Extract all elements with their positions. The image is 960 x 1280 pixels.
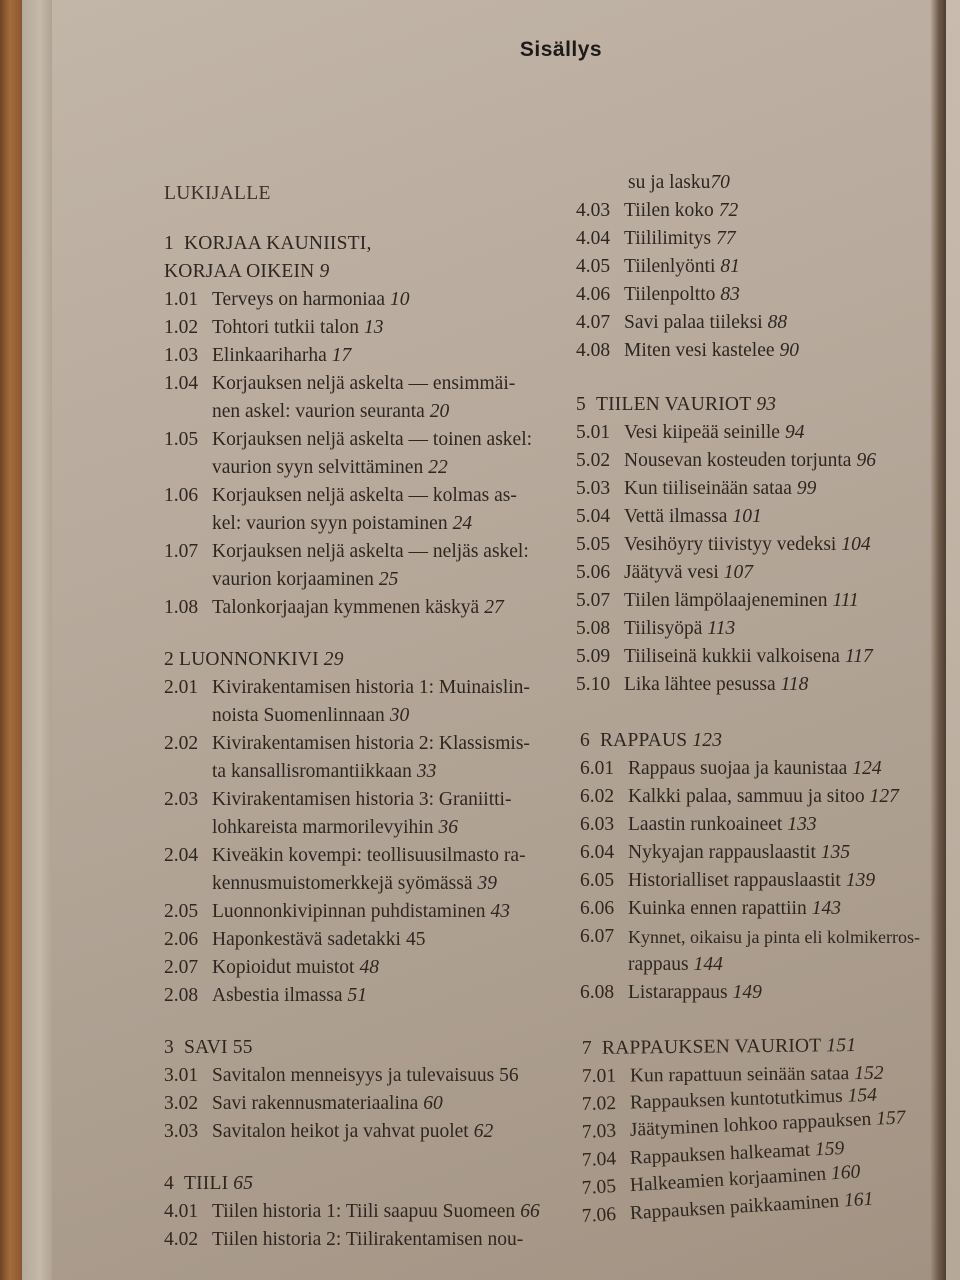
toc-entry-5-07 xyxy=(576,587,926,615)
toc-entry-1-03 xyxy=(164,342,564,370)
entry-page-number: 101 xyxy=(732,506,762,527)
entry-page-number: 45 xyxy=(405,929,426,950)
toc-entry-6-08 xyxy=(580,979,926,1007)
entry-number: 2.06 xyxy=(164,929,199,950)
front-matter-lukijalle: LUKIJALLE xyxy=(164,183,271,204)
toc-entry-4-04 xyxy=(576,225,926,253)
entry-number: 5.06 xyxy=(576,562,611,583)
toc-entry-2-06 xyxy=(164,926,564,954)
entry-page-number: 124 xyxy=(852,758,882,779)
toc-entry-5-10 xyxy=(576,671,926,699)
toc-entry-5-06 xyxy=(576,559,926,587)
entry-page-number: 90 xyxy=(779,340,800,361)
entry-title: Tiilen historia 2: Tiilirakentamisen nou- xyxy=(212,1229,524,1250)
entry-title: Listarappaus xyxy=(628,982,728,1003)
chapter-page-number: 151 xyxy=(826,1035,857,1057)
entry-page-number: 111 xyxy=(832,590,859,611)
entry-title-line-2: vaurion korjaaminen xyxy=(212,569,374,590)
chapter-page-number: 123 xyxy=(692,730,723,751)
entry-page-number: 33 xyxy=(416,761,437,782)
chapter-heading-5 xyxy=(576,391,926,419)
entry-title: Tiilenpoltto xyxy=(624,284,716,305)
entry-number: 3.01 xyxy=(164,1065,199,1086)
page-edge xyxy=(22,0,53,1280)
entry-number: 4.05 xyxy=(576,256,611,277)
entry-title: Rappauksen paikkaaminen xyxy=(629,1190,840,1225)
entry-page-number: 96 xyxy=(856,450,876,471)
entry-number: 4.06 xyxy=(576,284,611,305)
entry-title-continuation: su ja lasku xyxy=(628,172,711,193)
entry-title: Jäätyminen lohkoo rappauksen xyxy=(629,1108,872,1141)
entry-title: Tiiliseinä kukkii valkoisena xyxy=(624,646,840,667)
toc-entry-5-03 xyxy=(576,475,926,503)
entry-number: 5.04 xyxy=(576,506,611,527)
entry-number: 1.04 xyxy=(164,373,199,394)
toc-entry-2-01 xyxy=(164,674,564,730)
entry-page-number: 113 xyxy=(707,618,736,639)
entry-title: Kuinka ennen rapattiin xyxy=(628,898,807,919)
entry-number: 5.05 xyxy=(576,534,611,555)
toc-entry-4-03 xyxy=(576,197,926,225)
toc-entry-6-04 xyxy=(580,839,926,867)
toc-entry-4-02-continuation xyxy=(576,169,926,197)
toc-left-column xyxy=(164,180,564,1254)
entry-page-number: 118 xyxy=(780,674,809,695)
toc-entry-2-05 xyxy=(164,898,564,926)
entry-number: 6.05 xyxy=(580,870,615,891)
entry-number: 4.08 xyxy=(576,340,611,361)
entry-page-number: 51 xyxy=(347,985,368,1006)
entry-page-number: 94 xyxy=(784,422,805,443)
entry-title-line-2: ta kansallisromantiikkaan xyxy=(212,761,412,782)
entry-number: 4.02 xyxy=(164,1229,199,1250)
entry-number: 2.08 xyxy=(164,985,199,1006)
entry-title: Nykyajan rappauslaastit xyxy=(628,842,816,863)
entry-title: Talonkorjaajan kymmenen käskyä xyxy=(212,597,480,618)
toc-entry-4-07 xyxy=(576,309,926,337)
entry-page-number: 107 xyxy=(723,562,754,583)
chapter-number: 7 xyxy=(581,1037,593,1059)
entry-title-line-1: Kivirakentamisen historia 1: Muinaislin- xyxy=(212,677,530,698)
entry-title: Vettä ilmassa xyxy=(624,506,728,527)
entry-title: Tiilisyöpä xyxy=(624,618,703,639)
entry-page-number: 22 xyxy=(428,457,448,478)
entry-number: 3.02 xyxy=(164,1093,199,1114)
entry-title-line-2: kel: vaurion syyn poistaminen xyxy=(212,513,448,534)
toc-entry-6-02 xyxy=(580,783,926,811)
entry-title: Tiilen lämpölaajeneminen xyxy=(624,590,828,611)
entry-title: Vesi kiipeää seinille xyxy=(624,422,780,443)
entry-title: Tiilen historia 1: Tiili saapuu Suomeen xyxy=(212,1201,516,1222)
toc-entry-2-03 xyxy=(164,786,564,842)
entry-number: 4.07 xyxy=(576,312,611,333)
wooden-surface xyxy=(0,0,22,1280)
entry-number: 6.07 xyxy=(580,926,615,947)
entry-title: Historialliset rappauslaastit xyxy=(628,870,841,891)
chapter-page-number: 65 xyxy=(233,1173,254,1194)
entry-number: 1.08 xyxy=(164,597,199,618)
toc-entry-1-02 xyxy=(164,314,564,342)
entry-title: Savi rakennusmateriaalina xyxy=(212,1093,419,1114)
chapter-heading-1 xyxy=(164,230,564,286)
entry-page-number: 20 xyxy=(429,401,450,422)
entry-title: Rappauksen halkeamat xyxy=(629,1139,811,1169)
entry-page-number: 160 xyxy=(830,1161,861,1185)
toc-entry-5-09 xyxy=(576,643,926,671)
entry-page-number: 154 xyxy=(847,1084,878,1107)
toc-entry-1-04 xyxy=(164,370,564,426)
entry-title: Rappaus suojaa ja kaunistaa xyxy=(628,758,848,779)
entry-page-number: 143 xyxy=(811,898,841,919)
entry-title: Vesihöyry tiivistyy vedeksi xyxy=(624,534,837,555)
toc-entry-5-02 xyxy=(576,447,926,475)
toc-entry-5-04 xyxy=(576,503,926,531)
entry-number: 5.10 xyxy=(576,674,611,695)
entry-number: 7.05 xyxy=(581,1175,617,1199)
entry-number: 2.07 xyxy=(164,957,199,978)
entry-number: 5.09 xyxy=(576,646,611,667)
toc-entry-2-02 xyxy=(164,730,564,786)
entry-page-number: 81 xyxy=(720,256,740,277)
entry-page-number: 117 xyxy=(844,646,873,667)
entry-page-number: 17 xyxy=(331,345,352,366)
chapter-number: 6 xyxy=(580,730,590,751)
entry-title: Tohtori tutkii talon xyxy=(212,317,360,338)
entry-page-number: 99 xyxy=(796,478,817,499)
entry-title-line-2: rappaus xyxy=(628,954,689,975)
entry-title-line-1: Korjauksen neljä askelta — ensimmäi- xyxy=(212,373,516,394)
entry-title: Tiilen koko xyxy=(624,200,714,221)
entry-title: Terveys on harmoniaa xyxy=(212,289,385,310)
toc-entry-2-08 xyxy=(164,982,564,1010)
entry-page-number: 133 xyxy=(787,814,817,835)
entry-page-number: 48 xyxy=(359,957,379,978)
entry-page-number: 39 xyxy=(477,873,497,894)
entry-page-number: 83 xyxy=(720,284,740,305)
entry-number: 2.01 xyxy=(164,677,199,698)
entry-title: Kun rapattuun seinään sataa xyxy=(629,1063,850,1087)
entry-title: Luonnonkivipinnan puhdistaminen xyxy=(212,901,486,922)
entry-number: 7.06 xyxy=(581,1203,617,1227)
entry-number: 5.08 xyxy=(576,618,611,639)
chapter-page-number: 29 xyxy=(323,649,344,670)
toc-entry-4-06 xyxy=(576,281,926,309)
page-title: Sisällys xyxy=(519,38,603,61)
entry-title: Savitalon menneisyys ja tulevaisuus xyxy=(212,1065,495,1086)
entry-title: Haponkestävä sadetakki xyxy=(212,929,401,950)
entry-page-number: 24 xyxy=(452,513,473,534)
entry-title: Savi palaa tiileksi xyxy=(624,312,763,333)
toc-entry-5-01 xyxy=(576,419,926,447)
page-fold-shadow xyxy=(930,0,946,1280)
entry-title: Kalkki palaa, sammuu ja sitoo xyxy=(628,786,865,807)
chapter-title: KORJAA OIKEIN xyxy=(164,261,315,282)
entry-page-number: 30 xyxy=(389,705,410,726)
entry-number: 6.08 xyxy=(580,982,615,1003)
entry-title-line-1: Kivirakentamisen historia 3: Graniitti- xyxy=(212,789,512,810)
entry-title-line-2: vaurion syyn selvittäminen xyxy=(212,457,424,478)
toc-entry-6-01 xyxy=(580,755,926,783)
toc-right-column xyxy=(576,169,926,1231)
toc-entry-3-01 xyxy=(164,1062,564,1090)
entry-page-number: 104 xyxy=(841,534,871,555)
chapter-heading-6 xyxy=(576,727,926,755)
entry-title: Laastin runkoaineet xyxy=(628,814,783,835)
chapter-title: SAVI xyxy=(183,1037,228,1058)
chapter-title: RAPPAUS xyxy=(599,730,688,751)
entry-page-number: 62 xyxy=(473,1121,494,1142)
entry-page-number: 157 xyxy=(875,1107,906,1130)
entry-number: 5.02 xyxy=(576,450,611,471)
entry-number: 4.03 xyxy=(576,200,611,221)
entry-page-number: 72 xyxy=(718,200,739,221)
toc-entry-5-08 xyxy=(576,615,926,643)
entry-number: 6.02 xyxy=(580,786,615,807)
entry-page-number: 144 xyxy=(693,954,723,975)
chapter-number: 4 xyxy=(164,1173,174,1194)
entry-number: 5.07 xyxy=(576,590,611,611)
entry-title: Kopioidut muistot xyxy=(212,957,355,978)
toc-entry-6-05 xyxy=(580,867,926,895)
entry-title: Elinkaariharha xyxy=(212,345,327,366)
entry-page-number: 139 xyxy=(845,870,876,891)
chapter-page-number: 55 xyxy=(232,1037,253,1058)
entry-title: Asbestia ilmassa xyxy=(212,985,343,1006)
entry-title: Kun tiiliseinään sataa xyxy=(624,478,792,499)
toc-entry-4-01 xyxy=(164,1198,564,1226)
entry-title-line-2: noista Suomenlinnaan xyxy=(212,705,385,726)
toc-entry-2-07 xyxy=(164,954,564,982)
entry-page-number: 36 xyxy=(438,817,458,838)
entry-page-number: 149 xyxy=(732,982,762,1003)
entry-number: 2.02 xyxy=(164,733,199,754)
entry-number: 1.03 xyxy=(164,345,199,366)
entry-number: 2.05 xyxy=(164,901,199,922)
entry-page-number: 77 xyxy=(716,228,736,249)
entry-page-number: 60 xyxy=(423,1093,443,1114)
toc-entry-4-02 xyxy=(164,1226,564,1254)
entry-page-number: 135 xyxy=(820,842,851,863)
entry-number: 2.04 xyxy=(164,845,199,866)
entry-number: 6.03 xyxy=(580,814,615,835)
entry-title-line-1: Korjauksen neljä askelta — kolmas as- xyxy=(212,485,517,506)
toc-entry-1-05 xyxy=(164,426,564,482)
entry-number: 7.03 xyxy=(581,1120,617,1143)
entry-title-line-2: nen askel: vaurion seuranta xyxy=(212,401,425,422)
toc-entry-1-06 xyxy=(164,482,564,538)
chapter-heading-3 xyxy=(164,1034,564,1062)
chapter-title: LUONNONKIVI xyxy=(179,649,319,670)
toc-entry-1-08 xyxy=(164,594,564,622)
entry-page-number: 25 xyxy=(378,569,399,590)
entry-title-line-2: kennusmuistomerkkejä syömässä xyxy=(212,873,473,894)
entry-title: Miten vesi kastelee xyxy=(624,340,775,361)
entry-number: 7.01 xyxy=(581,1065,617,1087)
entry-title-line-1: Korjauksen neljä askelta — toinen askel: xyxy=(212,429,533,450)
entry-title: Rappauksen kuntotutkimus xyxy=(629,1085,844,1114)
entry-title-line-1: Kivirakentamisen historia 2: Klassismis- xyxy=(212,733,530,754)
toc-entry-6-07 xyxy=(580,923,926,979)
entry-page-number: 66 xyxy=(520,1201,540,1222)
entry-number: 2.03 xyxy=(164,789,199,810)
toc-entry-3-02 xyxy=(164,1090,564,1118)
entry-number: 6.04 xyxy=(580,842,615,863)
chapter-page-number: 9 xyxy=(319,261,330,282)
entry-number: 1.02 xyxy=(164,317,199,338)
entry-number: 5.03 xyxy=(576,478,611,499)
entry-page-number: 159 xyxy=(814,1138,845,1161)
adjacent-page-edge xyxy=(946,0,960,1280)
chapter-number: 5 xyxy=(576,394,586,415)
entry-title-line-1: Kynnet, oikaisu ja pinta eli kolmikerros- xyxy=(628,927,920,947)
toc-entry-4-05 xyxy=(576,253,926,281)
toc-entry-1-01 xyxy=(164,286,564,314)
toc-entry-2-04 xyxy=(164,842,564,898)
chapter-heading-4 xyxy=(164,1170,564,1198)
entry-title-line-2: lohkareista marmorilevyihin xyxy=(212,817,434,838)
entry-page-number: 13 xyxy=(364,317,384,338)
entry-title: Tiilenlyönti xyxy=(624,256,716,277)
entry-page-number: 127 xyxy=(869,786,899,807)
entry-page-number: 152 xyxy=(854,1062,884,1085)
entry-number: 7.02 xyxy=(581,1092,617,1115)
chapter-title: TIILEN VAURIOT xyxy=(595,394,752,415)
chapter-number: 3 xyxy=(164,1037,174,1058)
entry-title-line-1: Kiveäkin kovempi: teollisuusilmasto ra- xyxy=(212,845,526,866)
entry-number: 6.01 xyxy=(580,758,615,779)
entry-number: 1.07 xyxy=(164,541,199,562)
entry-number: 4.04 xyxy=(576,228,611,249)
chapter-number: 1 xyxy=(164,233,174,254)
toc-entry-4-08 xyxy=(576,337,926,365)
chapter-heading-7 xyxy=(576,1031,926,1063)
entry-title: Tiililimitys xyxy=(624,228,712,249)
entry-page-number: 70 xyxy=(710,172,730,193)
entry-number: 4.01 xyxy=(164,1201,199,1222)
toc-entry-6-06 xyxy=(580,895,926,923)
toc-entry-1-07 xyxy=(164,538,564,594)
entry-title-line-1: Korjauksen neljä askelta — neljäs askel: xyxy=(212,541,529,562)
chapter-heading-2 xyxy=(164,646,564,674)
entry-number: 1.01 xyxy=(164,289,199,310)
entry-title: Lika lähtee pesussa xyxy=(624,674,776,695)
entry-number: 7.04 xyxy=(581,1148,617,1171)
toc-entry-6-03 xyxy=(580,811,926,839)
chapter-title: KORJAA KAUNIISTI, xyxy=(183,233,372,254)
entry-number: 1.06 xyxy=(164,485,199,506)
chapter-title: RAPPAUKSEN VAURIOT xyxy=(601,1035,822,1059)
entry-page-number: 27 xyxy=(484,597,504,618)
entry-page-number: 161 xyxy=(843,1188,874,1212)
entry-title: Nousevan kosteuden torjunta xyxy=(624,450,852,471)
chapter-number: 2 xyxy=(164,649,174,670)
entry-number: 1.05 xyxy=(164,429,199,450)
entry-page-number: 10 xyxy=(390,289,410,310)
entry-page-number: 88 xyxy=(767,312,788,333)
chapter-page-number: 93 xyxy=(756,394,777,415)
toc-entry-5-05 xyxy=(576,531,926,559)
entry-title: Savitalon heikot ja vahvat puolet xyxy=(212,1121,469,1142)
entry-page-number: 43 xyxy=(490,901,511,922)
entry-number: 6.06 xyxy=(580,898,615,919)
entry-number: 5.01 xyxy=(576,422,611,443)
entry-page-number: 56 xyxy=(499,1065,519,1086)
entry-number: 3.03 xyxy=(164,1121,199,1142)
entry-title: Halkeamien korjaaminen xyxy=(629,1163,827,1197)
toc-entry-3-03 xyxy=(164,1118,564,1146)
chapter-title: TIILI xyxy=(183,1173,229,1194)
entry-title: Jäätyvä vesi xyxy=(624,562,719,583)
